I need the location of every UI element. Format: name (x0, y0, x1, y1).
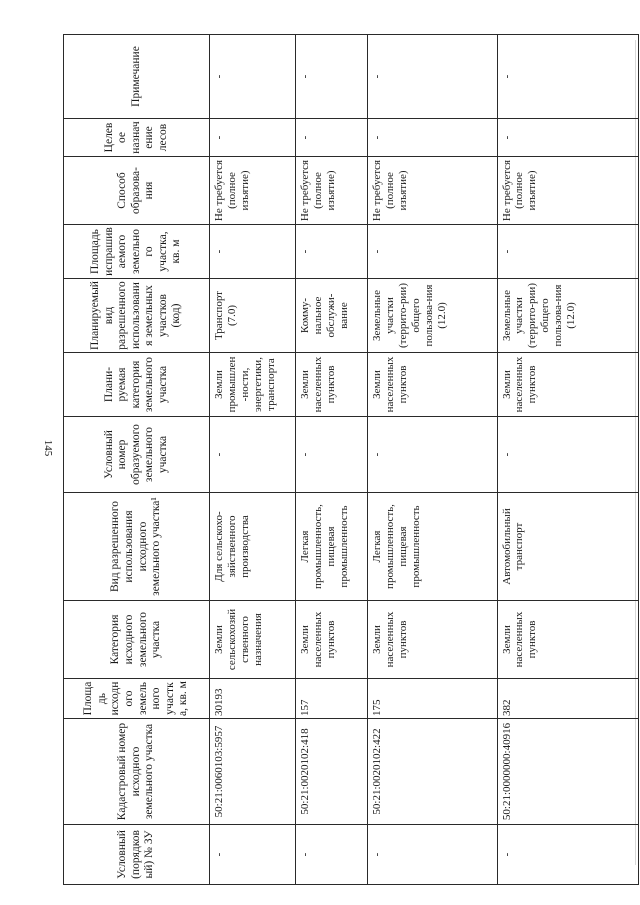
table-cell: Не требуется (полное изъятие) (368, 157, 497, 225)
header-cell: Способ образова-ния (64, 157, 210, 225)
table-cell: Легкая промышленность, пищевая промышленность (368, 493, 497, 601)
table-cell: - (210, 119, 296, 157)
table-cell: Комму-нальное обслужи-вание (296, 279, 368, 353)
land-plots-table (63, 34, 639, 885)
table-cell: - (497, 825, 638, 885)
table-cell: - (497, 225, 638, 279)
table-cell: - (368, 119, 497, 157)
rotated-table-container (63, 35, 639, 885)
table-cell: - (497, 119, 638, 157)
table-cell: Для сельскохо-зяйственного производства (210, 493, 296, 601)
table-cell: 50:21:0020102:422 (368, 719, 497, 825)
table-cell: - (497, 35, 638, 119)
table-cell: 175 (368, 679, 497, 719)
header-cell: Категория исходного земельного участка (64, 601, 210, 679)
table-cell: - (296, 825, 368, 885)
table-cell: Легкая промышленность, пищевая промышленность (296, 493, 368, 601)
header-cell: Планируемый вид разрешенного использования земельных участков (код) (64, 279, 210, 353)
table-cell: - (210, 225, 296, 279)
table-cell: - (368, 225, 497, 279)
table-cell: - (497, 417, 638, 493)
table-cell: 50:21:0060103:5957 (210, 719, 296, 825)
table-cell: Не требуется (полное изъятие) (210, 157, 296, 225)
table-header-row (64, 35, 210, 885)
table-cell: 382 (497, 679, 638, 719)
table-cell: Земли населенных пунктов (296, 353, 368, 417)
table-cell: - (368, 35, 497, 119)
header-cell: Примечание (64, 35, 210, 119)
table-cell: Земли населенных пунктов (497, 601, 638, 679)
table-row (497, 35, 638, 885)
table-cell: Земли населенных пунктов (368, 353, 497, 417)
table-cell: Не требуется (полное изъятие) (296, 157, 368, 225)
page-number: 145 (42, 439, 54, 457)
table-row (368, 35, 497, 885)
table-cell: 50:21:0000000:40916 (497, 719, 638, 825)
header-cell: Целевое назначение лесов (64, 119, 210, 157)
table-cell: Автомобильный транспорт (497, 493, 638, 601)
table-cell: - (210, 417, 296, 493)
table-row (296, 35, 368, 885)
table-cell: - (296, 119, 368, 157)
table-cell: Земельные участки (террито-рии) общего пользова-ния (12.0) (497, 279, 638, 353)
table-cell: Земли промышлен-ности, энергетики, транспорта (210, 353, 296, 417)
header-cell: Площадь исходного земельного участка, кв. м (64, 679, 210, 719)
table-cell: - (210, 825, 296, 885)
table-cell: - (210, 35, 296, 119)
table-cell: Земли населенных пунктов (368, 601, 497, 679)
table-cell: Не требуется (полное изъятие) (497, 157, 638, 225)
header-cell: Условный номер образуемого земельного участка (64, 417, 210, 493)
header-cell: Площадь испрашиваемого земельного участка, кв. м (64, 225, 210, 279)
table-cell: - (296, 225, 368, 279)
table-cell: Земли сельскохозяй ственного назначения (210, 601, 296, 679)
table-cell: Земли населенных пунктов (296, 601, 368, 679)
table-cell: - (368, 417, 497, 493)
table-cell: - (296, 35, 368, 119)
table-cell: Земельные участки (террито-рии) общего пользова-ния (12.0) (368, 279, 497, 353)
table-cell: 30193 (210, 679, 296, 719)
table-cell: Транспорт (7.0) (210, 279, 296, 353)
table-cell: - (296, 417, 368, 493)
table-cell: - (368, 825, 497, 885)
table-cell: Земли населенных пунктов (497, 353, 638, 417)
table-cell: 157 (296, 679, 368, 719)
header-cell: Вид разрешенного использования исходного земельного участка¹ (64, 493, 210, 601)
table-cell: 50:21:0020102:418 (296, 719, 368, 825)
header-cell: Кадастровый номер исходного земельного участка (64, 719, 210, 825)
header-cell: Условный (порядковый) № ЗУ (64, 825, 210, 885)
table-row (210, 35, 296, 885)
header-cell: Плани-руемая категория земельного участка (64, 353, 210, 417)
